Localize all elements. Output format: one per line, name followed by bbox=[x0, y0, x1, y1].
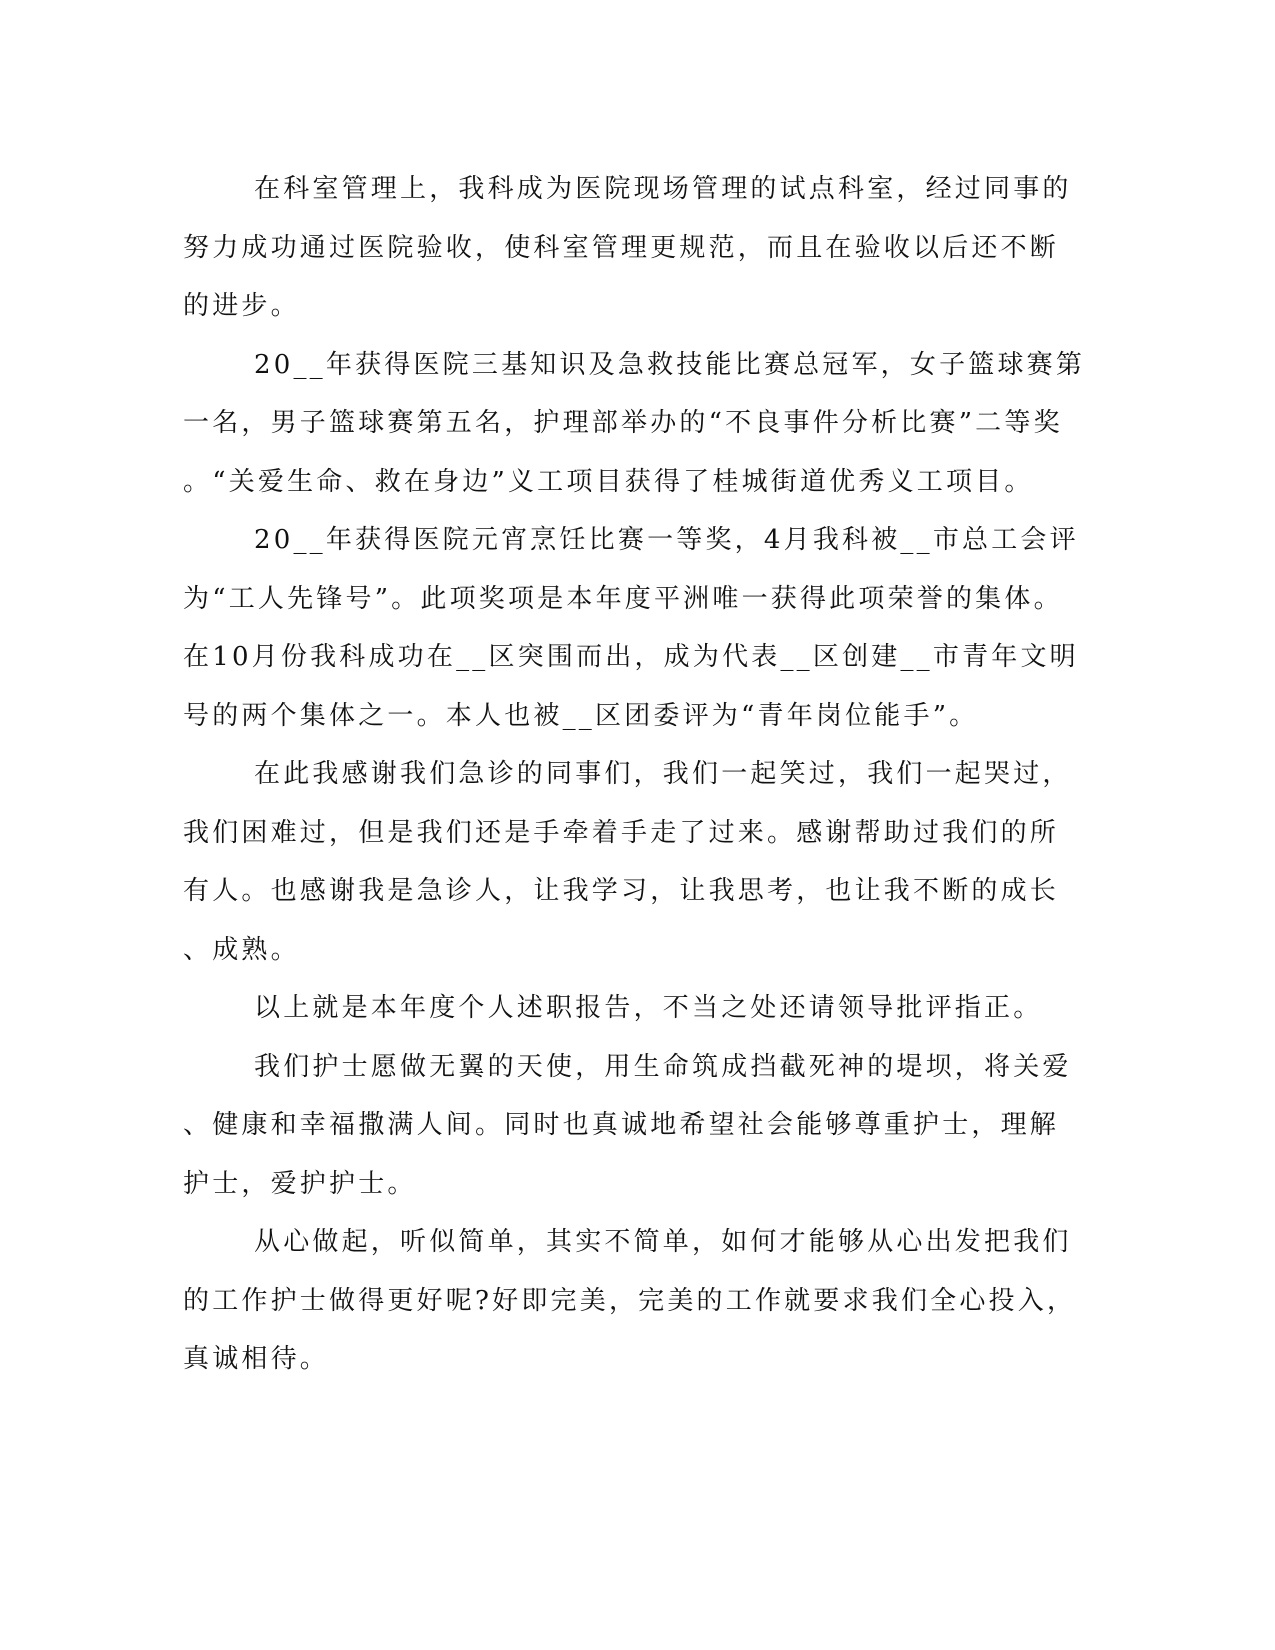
text-line: 的进步。 bbox=[183, 291, 300, 321]
text-line: 努力成功通过医院验收，使科室管理更规范，而且在验收以后还不断 bbox=[183, 232, 1060, 263]
text-line: 我们困难过，但是我们还是手牵着手走了过来。感谢帮助过我们的所 bbox=[183, 817, 1060, 848]
paragraph-conclusion bbox=[183, 979, 1043, 1038]
text-line: 的工作护士做得更好呢?好即完美，完美的工作就要求我们全心投入， bbox=[183, 1285, 1077, 1316]
paragraph-nurses-angels bbox=[183, 1038, 1072, 1214]
text-line: 号的两个集体之一。本人也被__区团委评为“青年岗位能手”。 bbox=[183, 700, 979, 731]
paragraph-from-the-heart bbox=[183, 1213, 1077, 1389]
paragraph-awards-year-1 bbox=[183, 336, 1086, 512]
text-line: 从心做起，听似简单，其实不简单，如何才能够从心出发把我们 bbox=[254, 1227, 1072, 1257]
text-line: 为“工人先锋号”。此项奖项是本年度平洲唯一获得此项荣誉的集体。 bbox=[183, 583, 1063, 614]
paragraph-awards-year-2 bbox=[183, 511, 1079, 745]
text-line: 我们护士愿做无翼的天使，用生命筑成挡截死神的堤坝，将关爱 bbox=[254, 1051, 1072, 1082]
text-line: 20__年获得医院三基知识及急救技能比赛总冠军，女子篮球赛第 bbox=[254, 349, 1086, 380]
text-line: 在此我感谢我们急诊的同事们，我们一起笑过，我们一起哭过， bbox=[254, 759, 1072, 789]
text-line: 护士，爱护护士。 bbox=[183, 1168, 417, 1199]
paragraph-thanks bbox=[183, 745, 1072, 979]
text-line: 一名，男子篮球赛第五名，护理部举办的“不良事件分析比赛”二等奖 bbox=[183, 408, 1063, 438]
paragraph-department-management bbox=[183, 160, 1072, 336]
text-line: 在10月份我科成功在__区突围而出，成为代表__区创建__市青年文明 bbox=[183, 642, 1079, 672]
text-line: 、健康和幸福撒满人间。同时也真诚地希望社会能够尊重护士，理解 bbox=[183, 1110, 1060, 1140]
text-line: 在科室管理上，我科成为医院现场管理的试点科室，经过同事的 bbox=[254, 174, 1072, 204]
text-line: 以上就是本年度个人述职报告，不当之处还请领导批评指正。 bbox=[254, 993, 1043, 1023]
text-line: 真诚相待。 bbox=[183, 1344, 330, 1374]
text-line: 、成熟。 bbox=[183, 934, 300, 965]
text-line: 有人。也感谢我是急诊人，让我学习，让我思考，也让我不断的成长 bbox=[183, 876, 1060, 906]
text-line: 。“关爱生命、救在身边”义工项目获得了桂城街道优秀义工项目。 bbox=[183, 466, 1034, 497]
text-line: 20__年获得医院元宵烹饪比赛一等奖，4月我科被__市总工会评 bbox=[254, 525, 1079, 555]
document-body bbox=[183, 160, 1086, 1389]
